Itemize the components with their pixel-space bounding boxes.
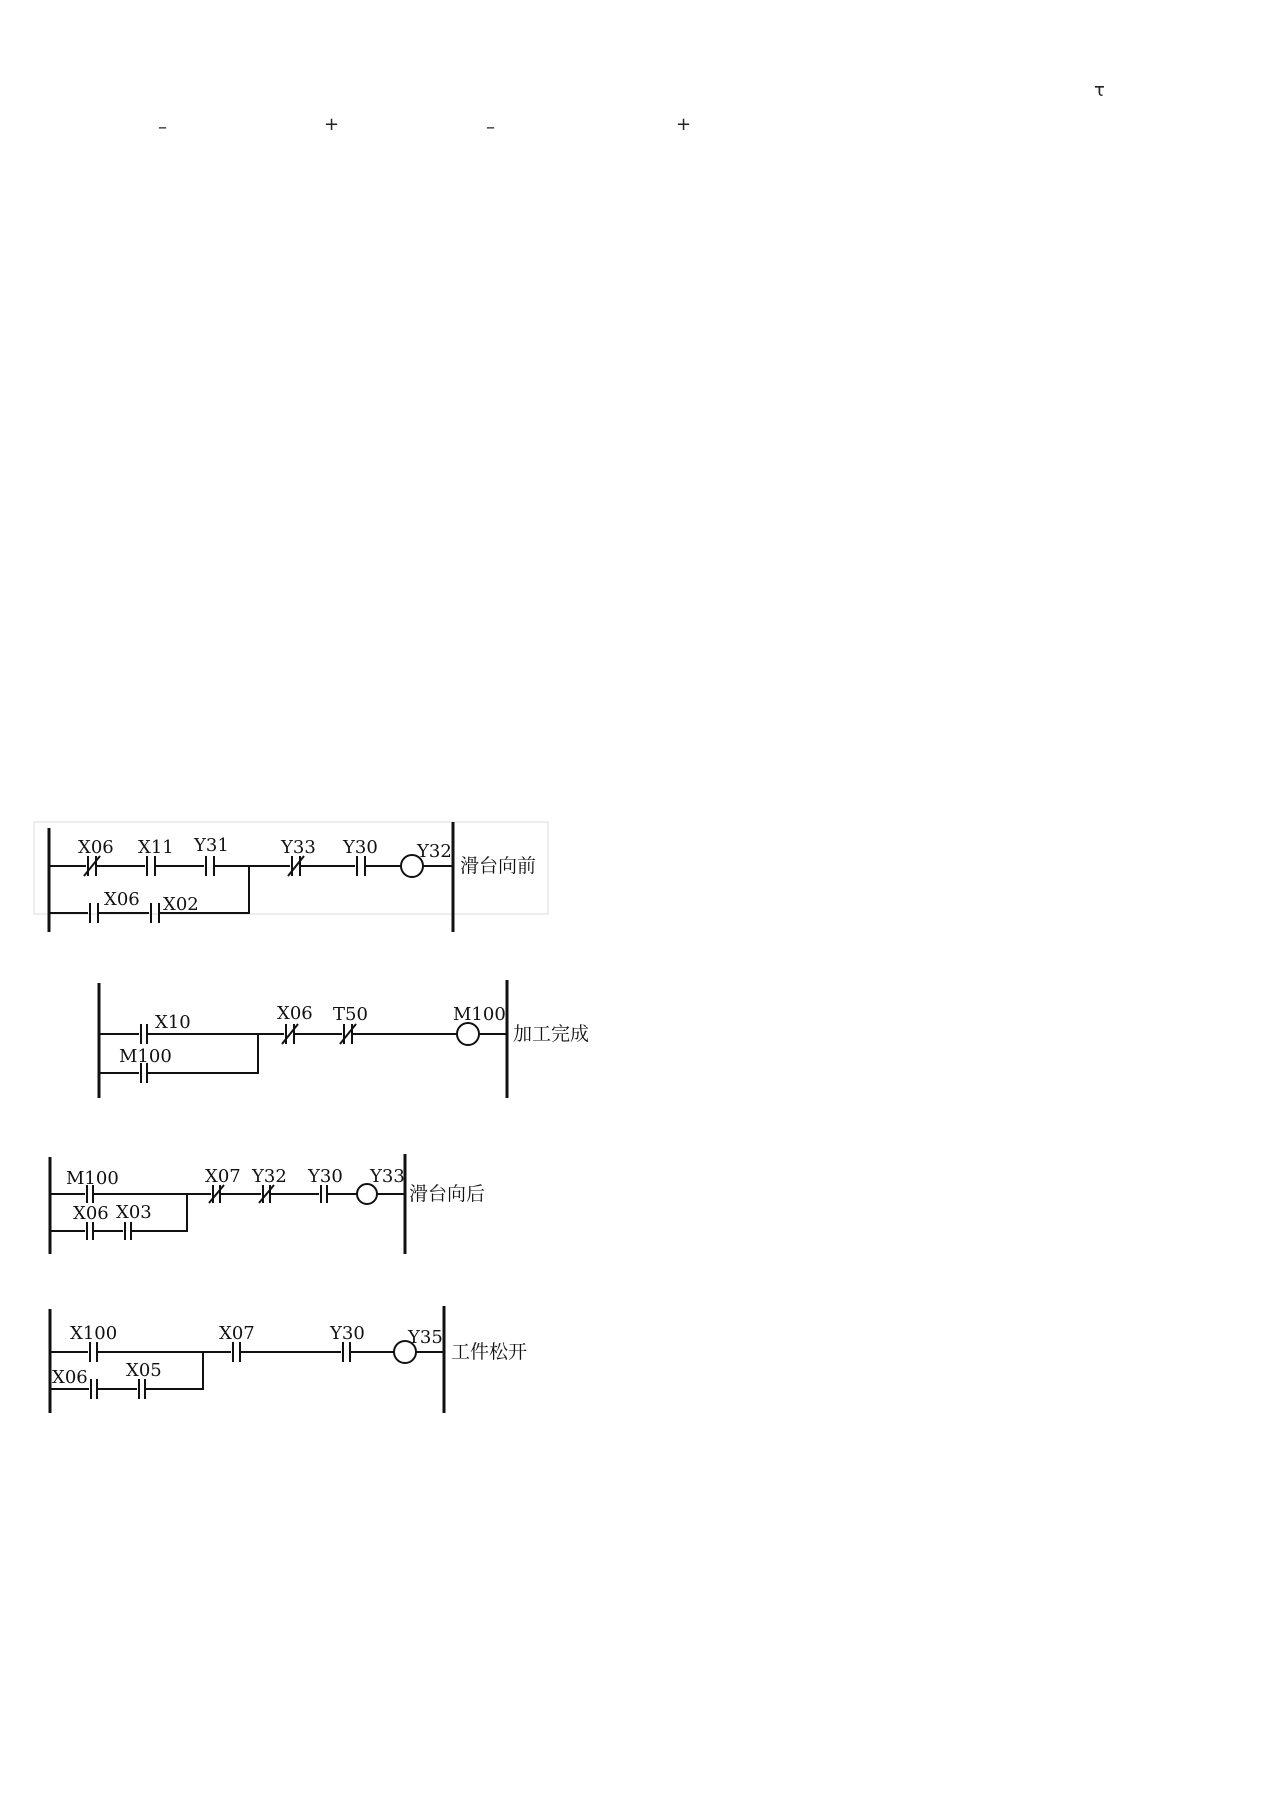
plus-symbol-2: + <box>676 114 692 135</box>
minus-symbol-2: – <box>486 117 495 138</box>
label-x02: X02 <box>163 894 199 915</box>
label-y32: Y32 <box>252 1166 287 1187</box>
note-slide-backward: 滑台向后 <box>409 1183 486 1205</box>
label-y30: Y30 <box>343 837 378 858</box>
rung-slide-forward <box>34 822 548 932</box>
note-slide-forward: 滑台向前 <box>460 855 537 877</box>
label-x07: X07 <box>219 1323 255 1344</box>
label-x05: X05 <box>126 1360 162 1381</box>
label-x06: X06 <box>52 1367 88 1388</box>
label-y33: Y33 <box>370 1166 405 1187</box>
label-x07: X07 <box>205 1166 241 1187</box>
note-workpiece-release: 工件松开 <box>451 1341 528 1363</box>
label-x06: X06 <box>277 1003 313 1024</box>
label-x06-branch: X06 <box>104 889 140 910</box>
minus-symbol-1: – <box>158 117 167 138</box>
tau-symbol: τ <box>1094 80 1105 101</box>
label-x03: X03 <box>116 1202 152 1223</box>
label-y33: Y33 <box>281 837 316 858</box>
label-y30: Y30 <box>308 1166 343 1187</box>
plus-symbol-1: + <box>324 114 340 135</box>
label-m100: M100 <box>66 1168 119 1189</box>
rung-processing-complete <box>99 980 589 1098</box>
label-y31: Y31 <box>194 835 229 856</box>
label-m100-branch: M100 <box>119 1046 172 1067</box>
coil-y33 <box>357 1184 377 1204</box>
note-processing-complete: 加工完成 <box>513 1023 590 1045</box>
coil-m100 <box>457 1023 479 1045</box>
label-x06: X06 <box>78 837 114 858</box>
label-y35: Y35 <box>408 1327 443 1348</box>
label-x100: X100 <box>70 1323 118 1344</box>
label-y32: Y32 <box>417 841 452 862</box>
label-x10: X10 <box>155 1012 191 1033</box>
label-x06: X06 <box>73 1203 109 1224</box>
rung-workpiece-release <box>50 1306 527 1413</box>
label-m100-coil: M100 <box>453 1004 506 1025</box>
label-t50: T50 <box>333 1004 368 1025</box>
label-y30: Y30 <box>330 1323 365 1344</box>
label-x11: X11 <box>138 837 174 858</box>
rung-slide-backward <box>50 1154 485 1254</box>
